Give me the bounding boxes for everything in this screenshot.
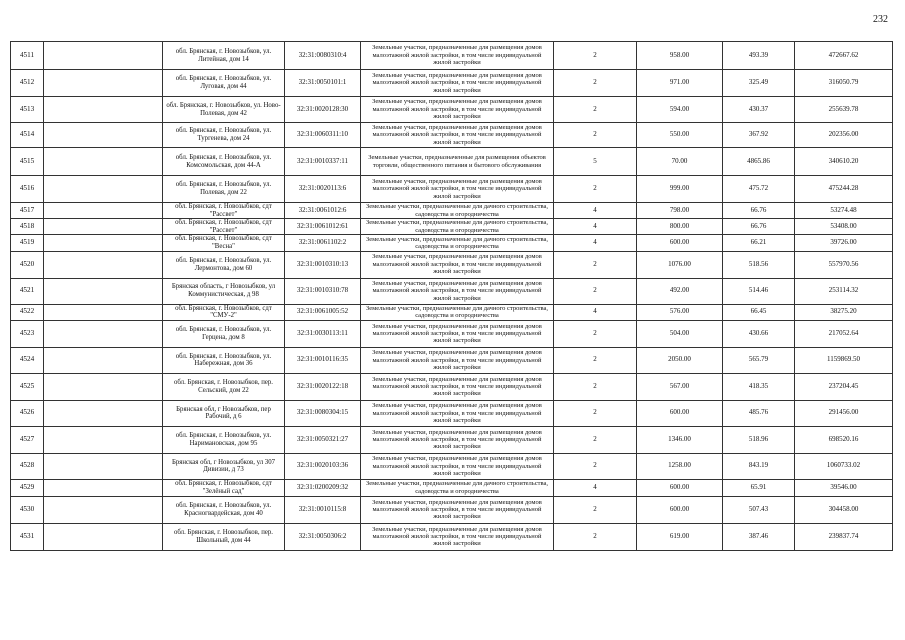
cadastral-number-cell: 32:31:0080310:4 — [285, 42, 361, 70]
group-cell: 2 — [554, 70, 637, 97]
land-use-cell: Земельные участки, предназначенные для размещения домов малоэтажной жилой застройки, в том числе индивидуальной жилой застройки — [361, 70, 554, 97]
area-cell: 971.00 — [637, 70, 723, 97]
page-number: 232 — [873, 14, 888, 25]
area-cell: 1258.00 — [637, 453, 723, 479]
blank-cell — [44, 148, 163, 176]
address-cell: обл. Брянская, г. Новозыбков, пер. Сельский, дом 22 — [163, 373, 285, 400]
cadastral-value-cell: 38275.20 — [795, 304, 893, 320]
blank-cell — [44, 42, 163, 70]
cadastral-number-cell: 32:31:0010115:8 — [285, 496, 361, 523]
row-number-cell: 4514 — [11, 123, 44, 148]
cadastral-number-cell: 32:31:0061012:6 — [285, 203, 361, 219]
table-row — [11, 176, 893, 203]
blank-cell — [44, 235, 163, 251]
cadastral-value-cell: 475244.28 — [795, 176, 893, 203]
address-cell: обл. Брянская, г. Новозыбков, ул. Набережная, дом 36 — [163, 347, 285, 373]
group-cell: 2 — [554, 400, 637, 426]
group-cell: 2 — [554, 97, 637, 123]
specific-value-cell: 367.92 — [723, 123, 795, 148]
blank-cell — [44, 523, 163, 550]
land-use-cell: Земельные участки, предназначенные для размещения домов малоэтажной жилой застройки, в том числе индивидуальной жилой застройки — [361, 278, 554, 304]
row-number-cell: 4518 — [11, 219, 44, 235]
blank-cell — [44, 496, 163, 523]
address-cell: обл. Брянская, г. Новозыбков, ул. Комсомольская, дом 44-А — [163, 148, 285, 176]
group-cell: 4 — [554, 219, 637, 235]
group-cell: 4 — [554, 235, 637, 251]
area-cell: 600.00 — [637, 479, 723, 496]
specific-value-cell: 518.56 — [723, 251, 795, 278]
area-cell: 594.00 — [637, 97, 723, 123]
group-cell: 2 — [554, 523, 637, 550]
cadastral-number-cell: 32:31:0010116:35 — [285, 347, 361, 373]
row-number-cell: 4519 — [11, 235, 44, 251]
area-cell: 70.00 — [637, 148, 723, 176]
cadastral-value-cell: 239837.74 — [795, 523, 893, 550]
address-cell: обл. Брянская, г. Новозыбков, ул. Красногвардейская, дом 40 — [163, 496, 285, 523]
cadastral-value-cell: 53408.00 — [795, 219, 893, 235]
cadastral-number-cell: 32:31:0010310:13 — [285, 251, 361, 278]
cadastral-number-cell: 32:31:0050101:1 — [285, 70, 361, 97]
row-number-cell: 4517 — [11, 203, 44, 219]
address-cell: обл. Брянская, г. Новозыбков, сдт "Весна" — [163, 235, 285, 251]
specific-value-cell: 514.46 — [723, 278, 795, 304]
specific-value-cell: 65.91 — [723, 479, 795, 496]
table-row — [11, 70, 893, 97]
address-cell: обл. Брянская, г. Новозыбков, ул. Ново-Полевая, дом 42 — [163, 97, 285, 123]
table-row — [11, 479, 893, 496]
area-cell: 619.00 — [637, 523, 723, 550]
group-cell: 4 — [554, 203, 637, 219]
specific-value-cell: 66.21 — [723, 235, 795, 251]
blank-cell — [44, 219, 163, 235]
blank-cell — [44, 373, 163, 400]
table-row — [11, 496, 893, 523]
land-use-cell: Земельные участки, предназначенные для размещения домов малоэтажной жилой застройки, в том числе индивидуальной жилой застройки — [361, 97, 554, 123]
cadastral-number-cell: 32:31:0061102:2 — [285, 235, 361, 251]
specific-value-cell: 387.46 — [723, 523, 795, 550]
area-cell: 576.00 — [637, 304, 723, 320]
cadastral-value-table — [10, 41, 893, 551]
row-number-cell: 4515 — [11, 148, 44, 176]
specific-value-cell: 4865.86 — [723, 148, 795, 176]
cadastral-number-cell: 32:31:0200209:32 — [285, 479, 361, 496]
table-row — [11, 304, 893, 320]
cadastral-value-cell: 255639.78 — [795, 97, 893, 123]
group-cell: 2 — [554, 347, 637, 373]
table-row — [11, 453, 893, 479]
specific-value-cell: 475.72 — [723, 176, 795, 203]
land-use-cell: Земельные участки, предназначенные для размещения домов малоэтажной жилой застройки, в том числе индивидуальной жилой застройки — [361, 453, 554, 479]
land-use-cell: Земельные участки, предназначенные для размещения домов малоэтажной жилой застройки, в том числе индивидуальной жилой застройки — [361, 320, 554, 347]
area-cell: 492.00 — [637, 278, 723, 304]
land-use-cell: Земельные участки, предназначенные для дачного строительства, садоводства и огородничества — [361, 479, 554, 496]
group-cell: 2 — [554, 373, 637, 400]
land-use-cell: Земельные участки, предназначенные для размещения домов малоэтажной жилой застройки, в том числе индивидуальной жилой застройки — [361, 426, 554, 453]
blank-cell — [44, 251, 163, 278]
cadastral-value-cell: 698520.16 — [795, 426, 893, 453]
address-cell: обл. Брянская, г. Новозыбков, сдт "Рассвет" — [163, 203, 285, 219]
address-cell: Брянская обл, г Новозыбков, ул 307 Дивизии, д 73 — [163, 453, 285, 479]
cadastral-number-cell: 32:31:0080304:15 — [285, 400, 361, 426]
specific-value-cell: 418.35 — [723, 373, 795, 400]
land-use-cell: Земельные участки, предназначенные для размещения объектов торговли, общественного питания и бытового обслуживания — [361, 148, 554, 176]
specific-value-cell: 485.76 — [723, 400, 795, 426]
blank-cell — [44, 203, 163, 219]
row-number-cell: 4511 — [11, 42, 44, 70]
address-cell: Брянская область, г Новозыбков, ул Коммунистическая, д 98 — [163, 278, 285, 304]
row-number-cell: 4521 — [11, 278, 44, 304]
row-number-cell: 4527 — [11, 426, 44, 453]
group-cell: 2 — [554, 320, 637, 347]
specific-value-cell: 430.66 — [723, 320, 795, 347]
address-cell: обл. Брянская, г. Новозыбков, ул. Луговая, дом 44 — [163, 70, 285, 97]
row-number-cell: 4529 — [11, 479, 44, 496]
cadastral-value-cell: 253114.32 — [795, 278, 893, 304]
area-cell: 1076.00 — [637, 251, 723, 278]
land-use-cell: Земельные участки, предназначенные для дачного строительства, садоводства и огородничества — [361, 235, 554, 251]
row-number-cell: 4523 — [11, 320, 44, 347]
cadastral-value-cell: 202356.00 — [795, 123, 893, 148]
blank-cell — [44, 320, 163, 347]
cadastral-value-cell: 217052.64 — [795, 320, 893, 347]
group-cell: 4 — [554, 304, 637, 320]
blank-cell — [44, 304, 163, 320]
cadastral-value-cell: 304458.00 — [795, 496, 893, 523]
table-row — [11, 148, 893, 176]
cadastral-number-cell: 32:31:0050321:27 — [285, 426, 361, 453]
land-use-cell: Земельные участки, предназначенные для дачного строительства, садоводства и огородничества — [361, 219, 554, 235]
cadastral-number-cell: 32:31:0061005:52 — [285, 304, 361, 320]
blank-cell — [44, 123, 163, 148]
cadastral-number-cell: 32:31:0010337:11 — [285, 148, 361, 176]
blank-cell — [44, 426, 163, 453]
cadastral-number-cell: 32:31:0020113:6 — [285, 176, 361, 203]
cadastral-value-cell: 316050.79 — [795, 70, 893, 97]
table-row — [11, 373, 893, 400]
area-cell: 504.00 — [637, 320, 723, 347]
row-number-cell: 4512 — [11, 70, 44, 97]
land-use-cell: Земельные участки, предназначенные для размещения домов малоэтажной жилой застройки, в том числе индивидуальной жилой застройки — [361, 523, 554, 550]
group-cell: 2 — [554, 251, 637, 278]
group-cell: 2 — [554, 176, 637, 203]
address-cell: обл. Брянская, г. Новозыбков, ул. Полевая, дом 22 — [163, 176, 285, 203]
area-cell: 958.00 — [637, 42, 723, 70]
address-cell: Брянская обл, г Новозыбков, пер Рабочий, д 6 — [163, 400, 285, 426]
specific-value-cell: 66.76 — [723, 203, 795, 219]
group-cell: 2 — [554, 453, 637, 479]
area-cell: 600.00 — [637, 400, 723, 426]
area-cell: 1346.00 — [637, 426, 723, 453]
row-number-cell: 4530 — [11, 496, 44, 523]
cadastral-value-cell: 237204.45 — [795, 373, 893, 400]
cadastral-number-cell: 32:31:0010310:78 — [285, 278, 361, 304]
table-row — [11, 251, 893, 278]
table-row — [11, 42, 893, 70]
land-use-cell: Земельные участки, предназначенные для размещения домов малоэтажной жилой застройки, в том числе индивидуальной жилой застройки — [361, 400, 554, 426]
table-row — [11, 320, 893, 347]
land-use-cell: Земельные участки, предназначенные для дачного строительства, садоводства и огородничества — [361, 304, 554, 320]
land-use-cell: Земельные участки, предназначенные для размещения домов малоэтажной жилой застройки, в том числе индивидуальной жилой застройки — [361, 123, 554, 148]
address-cell: обл. Брянская, г. Новозыбков, сдт "СМУ-2" — [163, 304, 285, 320]
cadastral-number-cell: 32:31:0020122:18 — [285, 373, 361, 400]
cadastral-number-cell: 32:31:0061012:61 — [285, 219, 361, 235]
land-use-cell: Земельные участки, предназначенные для размещения домов малоэтажной жилой застройки, в том числе индивидуальной жилой застройки — [361, 347, 554, 373]
specific-value-cell: 493.39 — [723, 42, 795, 70]
table-row — [11, 426, 893, 453]
blank-cell — [44, 97, 163, 123]
area-cell: 600.00 — [637, 496, 723, 523]
row-number-cell: 4525 — [11, 373, 44, 400]
table-body — [11, 42, 893, 551]
land-use-cell: Земельные участки, предназначенные для размещения домов малоэтажной жилой застройки, в том числе индивидуальной жилой застройки — [361, 251, 554, 278]
row-number-cell: 4513 — [11, 97, 44, 123]
cadastral-value-cell: 340610.20 — [795, 148, 893, 176]
cadastral-number-cell: 32:31:0020128:30 — [285, 97, 361, 123]
area-cell: 800.00 — [637, 219, 723, 235]
cadastral-value-cell: 291456.00 — [795, 400, 893, 426]
blank-cell — [44, 176, 163, 203]
row-number-cell: 4522 — [11, 304, 44, 320]
table-row — [11, 523, 893, 550]
table-row — [11, 123, 893, 148]
cadastral-number-cell: 32:31:0050306:2 — [285, 523, 361, 550]
address-cell: обл. Брянская, г. Новозыбков, ул. Тургенева, дом 24 — [163, 123, 285, 148]
address-cell: обл. Брянская, г. Новозыбков, ул. Наримановская, дом 95 — [163, 426, 285, 453]
table-row — [11, 219, 893, 235]
area-cell: 2050.00 — [637, 347, 723, 373]
group-cell: 4 — [554, 479, 637, 496]
specific-value-cell: 430.37 — [723, 97, 795, 123]
land-use-cell: Земельные участки, предназначенные для размещения домов малоэтажной жилой застройки, в том числе индивидуальной жилой застройки — [361, 373, 554, 400]
blank-cell — [44, 347, 163, 373]
address-cell: обл. Брянская, г. Новозыбков, ул. Лермонтова, дом 60 — [163, 251, 285, 278]
specific-value-cell: 565.79 — [723, 347, 795, 373]
address-cell: обл. Брянская, г. Новозыбков, пер. Школьный, дом 44 — [163, 523, 285, 550]
area-cell: 550.00 — [637, 123, 723, 148]
row-number-cell: 4526 — [11, 400, 44, 426]
blank-cell — [44, 453, 163, 479]
row-number-cell: 4528 — [11, 453, 44, 479]
cadastral-value-cell: 1060733.02 — [795, 453, 893, 479]
row-number-cell: 4516 — [11, 176, 44, 203]
land-use-cell: Земельные участки, предназначенные для размещения домов малоэтажной жилой застройки, в том числе индивидуальной жилой застройки — [361, 176, 554, 203]
group-cell: 5 — [554, 148, 637, 176]
land-use-cell: Земельные участки, предназначенные для размещения домов малоэтажной жилой застройки, в том числе индивидуальной жилой застройки — [361, 42, 554, 70]
specific-value-cell: 507.43 — [723, 496, 795, 523]
specific-value-cell: 843.19 — [723, 453, 795, 479]
table-row — [11, 400, 893, 426]
cadastral-value-cell: 472667.62 — [795, 42, 893, 70]
cadastral-number-cell: 32:31:0060311:10 — [285, 123, 361, 148]
cadastral-value-cell: 39726.00 — [795, 235, 893, 251]
specific-value-cell: 66.76 — [723, 219, 795, 235]
blank-cell — [44, 278, 163, 304]
group-cell: 2 — [554, 278, 637, 304]
table-row — [11, 347, 893, 373]
table-row — [11, 278, 893, 304]
area-cell: 567.00 — [637, 373, 723, 400]
group-cell: 2 — [554, 42, 637, 70]
cadastral-value-cell: 1159869.50 — [795, 347, 893, 373]
blank-cell — [44, 479, 163, 496]
cadastral-number-cell: 32:31:0020103:36 — [285, 453, 361, 479]
row-number-cell: 4520 — [11, 251, 44, 278]
cadastral-value-cell: 39546.00 — [795, 479, 893, 496]
specific-value-cell: 518.96 — [723, 426, 795, 453]
cadastral-value-cell: 557970.56 — [795, 251, 893, 278]
address-cell: обл. Брянская, г. Новозыбков, сдт "Рассвет" — [163, 219, 285, 235]
table-row — [11, 203, 893, 219]
cadastral-value-cell: 53274.48 — [795, 203, 893, 219]
row-number-cell: 4531 — [11, 523, 44, 550]
group-cell: 2 — [554, 123, 637, 148]
area-cell: 600.00 — [637, 235, 723, 251]
specific-value-cell: 66.45 — [723, 304, 795, 320]
address-cell: обл. Брянская, г. Новозыбков, ул. Герцена, дом 8 — [163, 320, 285, 347]
blank-cell — [44, 400, 163, 426]
table-row — [11, 97, 893, 123]
land-use-cell: Земельные участки, предназначенные для дачного строительства, садоводства и огородничества — [361, 203, 554, 219]
area-cell: 798.00 — [637, 203, 723, 219]
cadastral-number-cell: 32:31:0030113:11 — [285, 320, 361, 347]
row-number-cell: 4524 — [11, 347, 44, 373]
specific-value-cell: 325.49 — [723, 70, 795, 97]
group-cell: 2 — [554, 426, 637, 453]
land-use-cell: Земельные участки, предназначенные для размещения домов малоэтажной жилой застройки, в том числе индивидуальной жилой застройки — [361, 496, 554, 523]
blank-cell — [44, 70, 163, 97]
group-cell: 2 — [554, 496, 637, 523]
address-cell: обл. Брянская, г. Новозыбков, сдт "Зелёный сад" — [163, 479, 285, 496]
area-cell: 999.00 — [637, 176, 723, 203]
address-cell: обл. Брянская, г. Новозыбков, ул. Литейная, дом 14 — [163, 42, 285, 70]
table-row — [11, 235, 893, 251]
